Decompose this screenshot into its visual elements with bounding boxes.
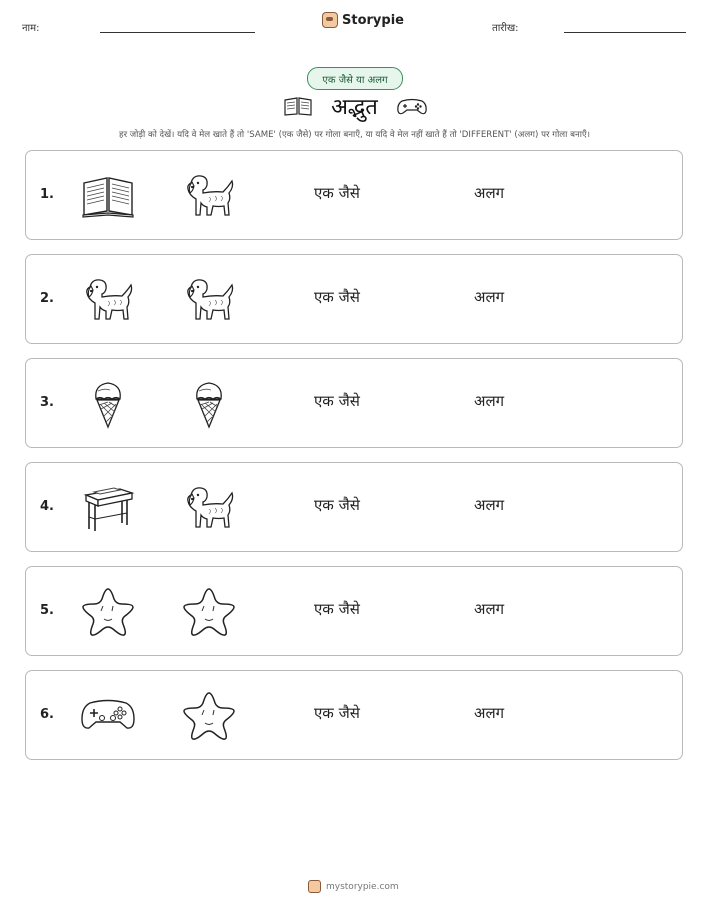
game-controller-icon xyxy=(80,689,136,743)
dog-icon xyxy=(80,273,136,327)
date-label: तारीख: xyxy=(492,23,519,34)
ice-cream-icon xyxy=(80,377,136,431)
question-row xyxy=(25,670,683,760)
ice-cream-icon xyxy=(181,377,237,431)
desk-icon xyxy=(80,481,136,535)
question-row xyxy=(25,150,683,240)
row-number: 5. xyxy=(40,603,54,618)
footer xyxy=(308,880,399,893)
star-icon xyxy=(181,585,237,639)
date-line[interactable] xyxy=(564,32,686,33)
footer-url[interactable]: mystorypie.com xyxy=(326,881,399,892)
brand-logo xyxy=(322,12,404,28)
row-number: 3. xyxy=(40,395,54,410)
star-icon xyxy=(80,585,136,639)
storypie-logo-icon xyxy=(322,12,338,28)
book-icon xyxy=(283,95,313,117)
game-controller-icon xyxy=(396,95,428,117)
worksheet-title: अद्भुत xyxy=(331,95,378,120)
question-row xyxy=(25,566,683,656)
question-row xyxy=(25,254,683,344)
question-row xyxy=(25,358,683,448)
option-different[interactable]: अलग xyxy=(474,288,505,306)
option-different[interactable]: अलग xyxy=(474,704,505,722)
row-number: 6. xyxy=(40,707,54,722)
option-same[interactable]: एक जैसे xyxy=(314,392,360,410)
book-icon xyxy=(80,169,136,223)
option-same[interactable]: एक जैसे xyxy=(314,496,360,514)
dog-icon xyxy=(181,169,237,223)
star-icon xyxy=(181,689,237,743)
option-same[interactable]: एक जैसे xyxy=(314,600,360,618)
row-number: 2. xyxy=(40,291,54,306)
option-different[interactable]: अलग xyxy=(474,496,505,514)
question-row xyxy=(25,462,683,552)
instructions-text: हर जोड़ी को देखें। यदि वे मेल खाते हैं तो 'SAME' (एक जैसे) पर गोला बनाएँ, या यदि वे मेल नहीं खाते हैं तो 'DIFFERENT' (अलग) पर गोला बनाएँ। xyxy=(119,130,590,140)
option-same[interactable]: एक जैसे xyxy=(314,288,360,306)
option-same[interactable]: एक जैसे xyxy=(314,184,360,202)
option-different[interactable]: अलग xyxy=(474,184,505,202)
dog-icon xyxy=(181,481,237,535)
storypie-logo-icon xyxy=(308,880,321,893)
option-same[interactable]: एक जैसे xyxy=(314,704,360,722)
row-number: 4. xyxy=(40,499,54,514)
title-row xyxy=(283,92,428,120)
row-number: 1. xyxy=(40,187,54,202)
brand-name: Storypie xyxy=(342,12,404,28)
worksheet-type-badge: एक जैसे या अलग xyxy=(307,67,403,90)
option-different[interactable]: अलग xyxy=(474,600,505,618)
name-label: नाम: xyxy=(22,23,40,34)
option-different[interactable]: अलग xyxy=(474,392,505,410)
dog-icon xyxy=(181,273,237,327)
name-line[interactable] xyxy=(100,32,255,33)
